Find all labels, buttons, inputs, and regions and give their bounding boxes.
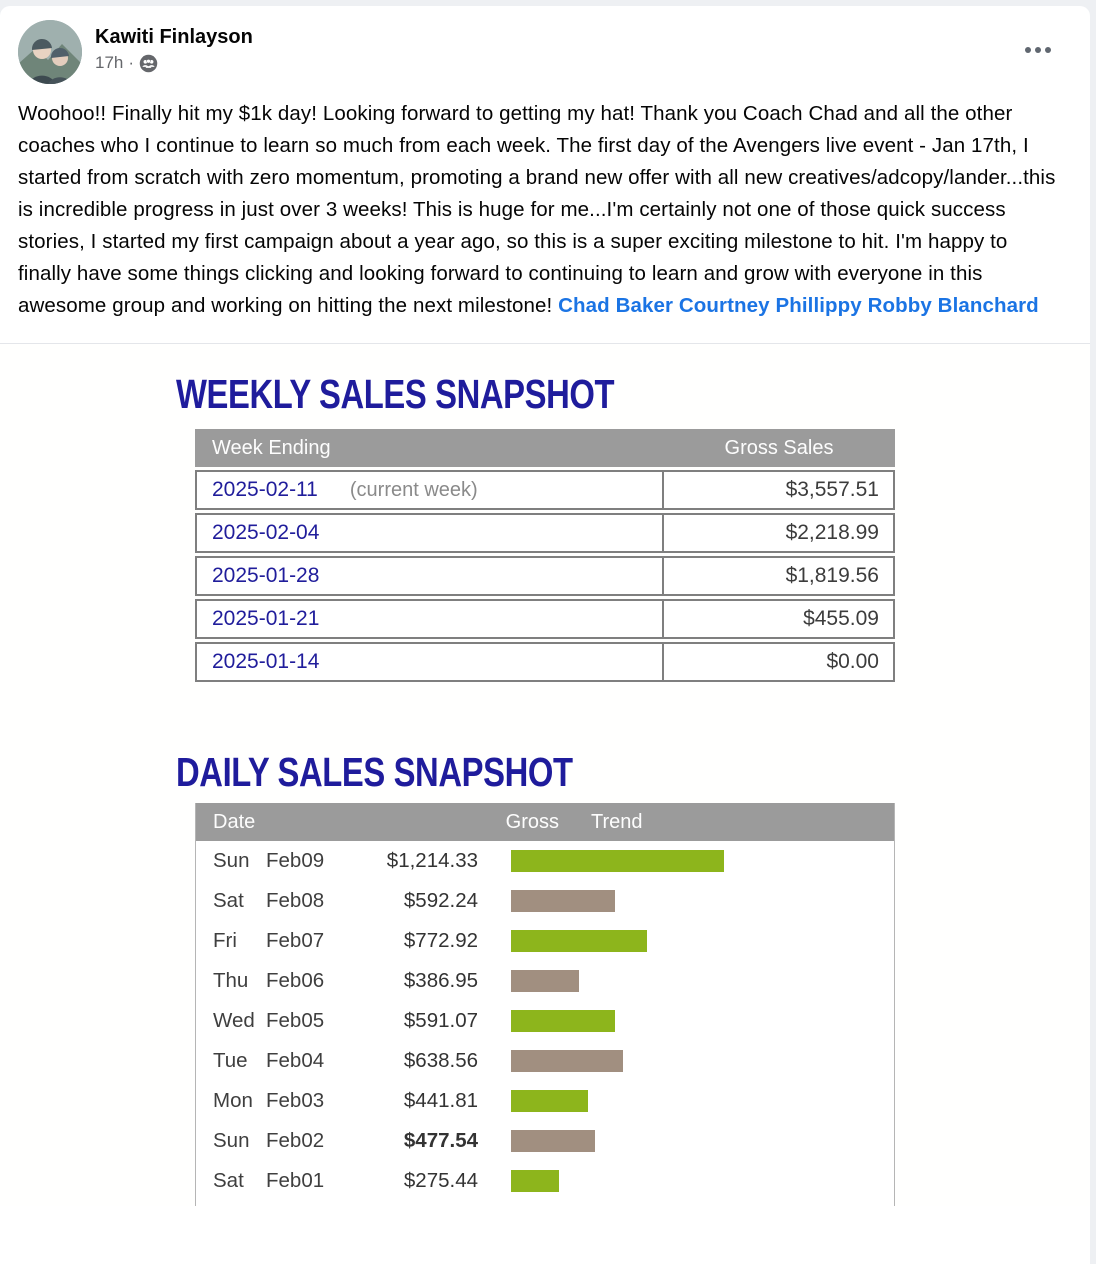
week-ending-date: 2025-02-04 xyxy=(212,521,320,544)
gross-sales-value: $1,819.56 xyxy=(785,564,879,587)
gross-sales-value: $455.09 xyxy=(803,607,879,630)
author-name[interactable]: Kawiti Finlayson xyxy=(95,26,253,48)
daily-table-header xyxy=(196,803,894,841)
daily-title: DAILY SALES SNAPSHOT xyxy=(176,749,573,795)
weekly-col-gross-sales: Gross Sales xyxy=(724,436,834,459)
daily-col-gross: Gross xyxy=(505,810,559,833)
trend-bar xyxy=(511,970,579,992)
table-row xyxy=(196,1041,894,1081)
trend-bar xyxy=(511,1010,615,1032)
gross-value: $1,214.33 xyxy=(386,849,478,872)
date-label: Feb06 xyxy=(266,969,325,992)
gross-value: $441.81 xyxy=(403,1089,478,1112)
trend-bar xyxy=(511,1050,623,1072)
daily-table xyxy=(195,803,895,1206)
gross-value: $386.95 xyxy=(403,969,478,992)
gross-sales-value: $2,218.99 xyxy=(785,521,879,544)
mention-link-2[interactable]: Courtney Phillippy xyxy=(678,294,862,317)
week-ending-date: 2025-02-11 xyxy=(212,478,318,501)
day-label: Fri xyxy=(213,929,237,952)
gross-value: $591.07 xyxy=(403,1009,478,1032)
day-label: Sun xyxy=(213,1129,250,1152)
week-ending-date: 2025-01-14 xyxy=(212,650,320,673)
avatar-photo-placeholder xyxy=(18,20,82,84)
gross-value: $772.92 xyxy=(403,929,478,952)
date-label: Feb01 xyxy=(266,1169,325,1192)
gross-sales-value: $3,557.51 xyxy=(785,478,879,501)
post-subline xyxy=(95,53,253,73)
gross-value: $477.54 xyxy=(403,1129,478,1152)
daily-col-trend: Trend xyxy=(591,810,643,833)
date-label: Feb07 xyxy=(266,929,325,952)
mention-link-3[interactable]: Robby Blanchard xyxy=(867,294,1039,317)
table-row xyxy=(196,881,894,921)
day-label: Sun xyxy=(213,849,250,872)
gross-value: $592.24 xyxy=(403,889,478,912)
day-label: Sat xyxy=(213,1169,244,1192)
table-row xyxy=(196,1161,894,1201)
avatar[interactable] xyxy=(18,20,82,84)
post-body-text xyxy=(0,90,1090,322)
current-week-note: (current week) xyxy=(349,478,478,501)
day-label: Thu xyxy=(213,969,249,992)
day-label: Sat xyxy=(213,889,244,912)
trend-bar xyxy=(511,930,647,952)
table-row xyxy=(195,513,895,553)
dot-separator: · xyxy=(128,53,135,72)
date-label: Feb02 xyxy=(266,1129,325,1152)
weekly-col-week-ending: Week Ending xyxy=(212,436,331,459)
table-row xyxy=(196,841,894,881)
post-menu-button[interactable] xyxy=(1020,32,1056,68)
post-text-content: Woohoo!! Finally hit my $1k day! Looking forward to getting my hat! Thank you Coach Chad and all the other coaches who I continue to learn so much from each week. The first day of the Avengers live event - Jan 17th, I started from scratch with zero momentum, promoting a brand new offer with all new creatives/adcopy/lander...this is incredible progress in just over 3 weeks! This is huge for me...I'm certainly not one of those quick success stories, I started my first campaign about a year ago, so this is a super exciting milestone to hit. I'm happy to finally have some things clicking and looking forward to continuing to learn and grow with everyone in this awesome group and working on hitting the next milestone! xyxy=(18,102,1056,317)
gross-value: $638.56 xyxy=(403,1049,478,1072)
weekly-table-header xyxy=(195,429,895,467)
week-ending-date: 2025-01-28 xyxy=(212,564,320,587)
timestamp[interactable]: 17h xyxy=(95,53,124,72)
daily-col-date: Date xyxy=(213,810,256,833)
week-ending-date: 2025-01-21 xyxy=(212,607,320,630)
post-header xyxy=(0,6,1090,90)
table-row xyxy=(196,1121,894,1161)
weekly-title: WEEKLY SALES SNAPSHOT xyxy=(176,371,615,417)
gross-value: $275.44 xyxy=(403,1169,478,1192)
group-privacy-icon xyxy=(139,54,158,73)
trend-bar xyxy=(511,1170,559,1192)
snapshot-image[interactable] xyxy=(0,343,1090,1206)
mention-link-1[interactable]: Chad Baker xyxy=(558,294,674,317)
table-row xyxy=(196,1081,894,1121)
table-row xyxy=(195,599,895,639)
table-row-cropped xyxy=(196,1201,894,1206)
date-label: Feb09 xyxy=(266,849,325,872)
table-row xyxy=(196,1001,894,1041)
post-header-meta xyxy=(82,20,253,73)
trend-bar xyxy=(511,850,724,872)
daily-section xyxy=(176,750,1090,1206)
date-label: Feb08 xyxy=(266,889,325,912)
table-row xyxy=(196,921,894,961)
post-card xyxy=(0,6,1090,1264)
date-label: Feb03 xyxy=(266,1089,325,1112)
table-row xyxy=(195,556,895,596)
table-row xyxy=(196,961,894,1001)
table-row xyxy=(195,642,895,682)
weekly-section xyxy=(176,372,1090,682)
day-label: Tue xyxy=(213,1049,248,1072)
table-row xyxy=(195,470,895,510)
ellipsis-horizontal-icon xyxy=(1025,47,1051,53)
trend-bar xyxy=(511,1130,595,1152)
gross-sales-value: $0.00 xyxy=(826,650,879,673)
day-label: Wed xyxy=(213,1009,255,1032)
trend-bar xyxy=(511,890,615,912)
date-label: Feb05 xyxy=(266,1009,325,1032)
day-label: Mon xyxy=(213,1089,253,1112)
date-label: Feb04 xyxy=(266,1049,325,1072)
weekly-table xyxy=(195,429,895,682)
trend-bar xyxy=(511,1090,588,1112)
